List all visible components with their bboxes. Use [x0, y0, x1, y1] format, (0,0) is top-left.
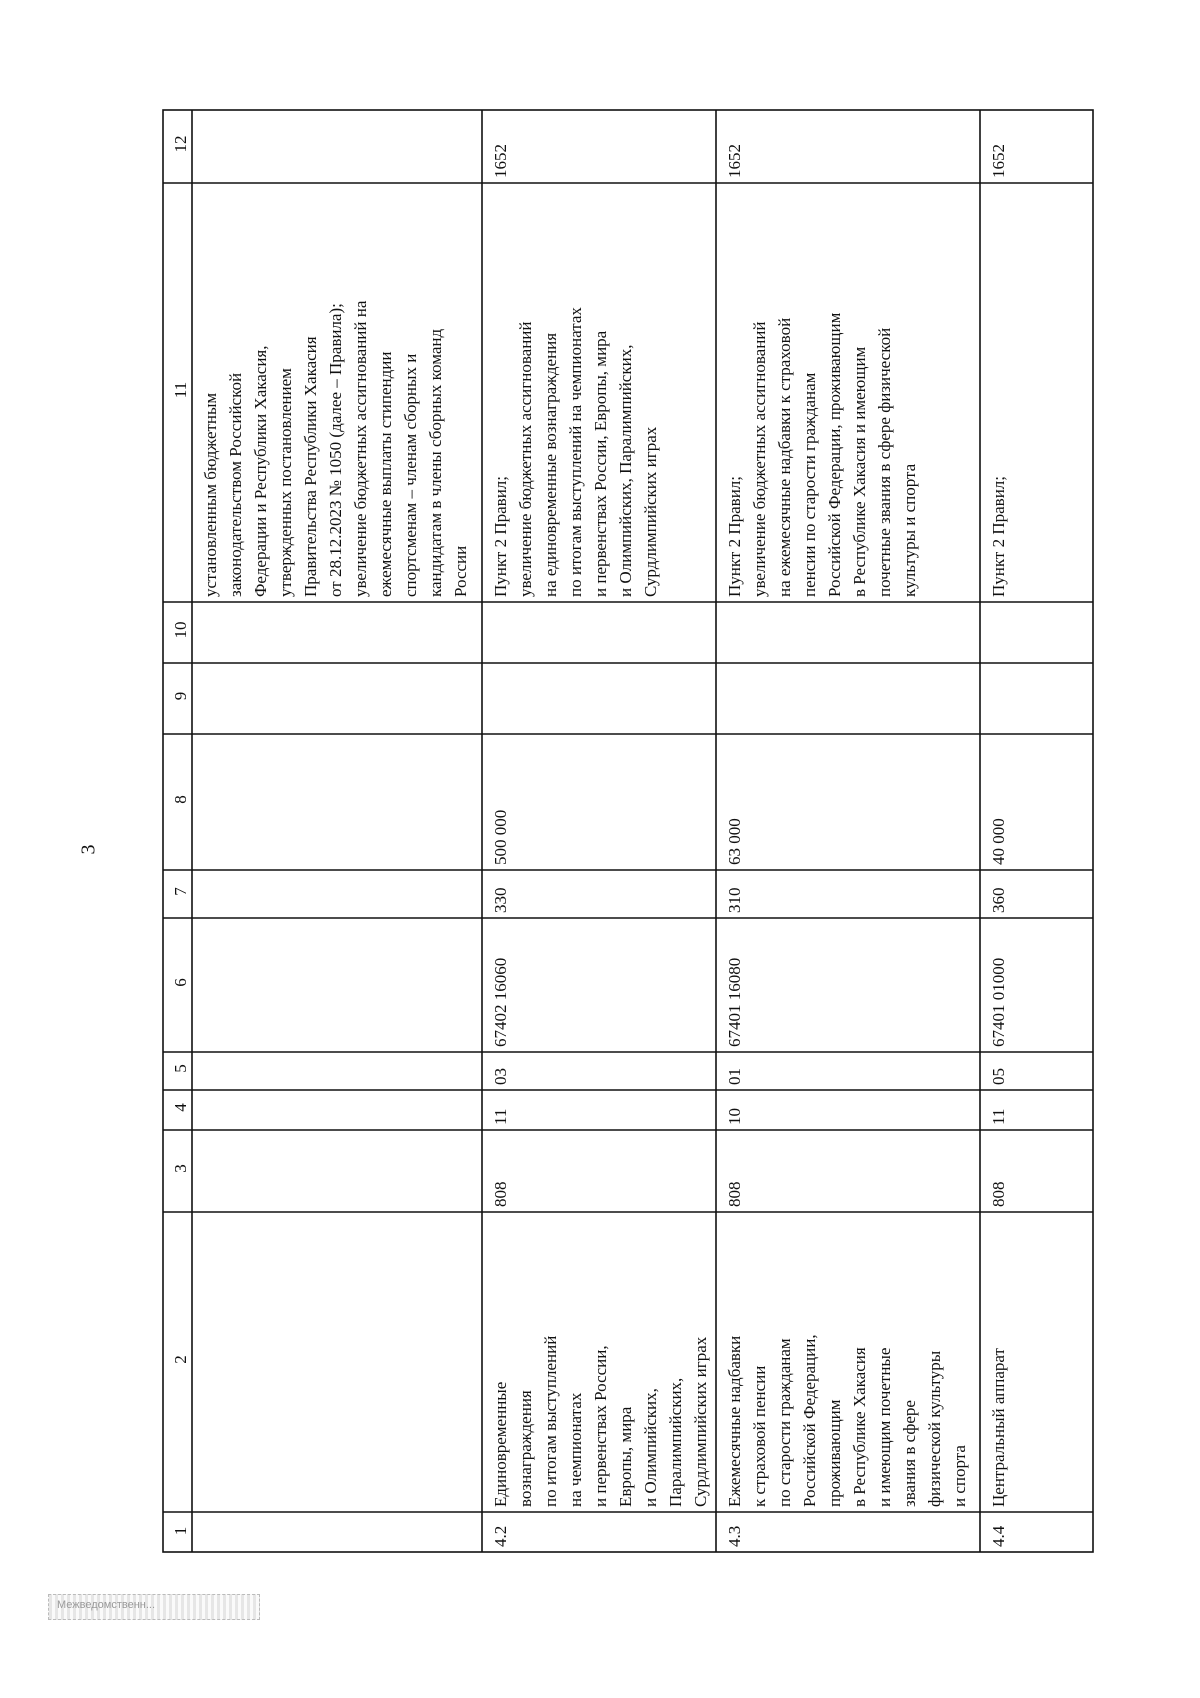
row-1-col-4: 11 [491, 1108, 510, 1125]
row-1-col-5: 03 [491, 1068, 510, 1085]
row-3-col-12: 1652 [989, 144, 1008, 178]
row-3-col-8: 40 000 [989, 818, 1008, 865]
row-3-col-1: 4.4 [989, 1525, 1008, 1547]
row-3-col-11: Пункт 2 Правил; [989, 476, 1008, 597]
header-col-10: 10 [171, 621, 190, 639]
header-col-12: 12 [171, 135, 190, 153]
row-3-col-4: 11 [989, 1108, 1008, 1125]
header-col-5: 5 [171, 1064, 190, 1073]
row-1-col-11: Пункт 2 Правил; увеличение бюджетных ассигнований на единовременные вознаграждения по итогам выступлений на чемпионатах и первенствах России, Европы, мира и Олимпийских, Паралимпийских, Сурдлимпийских играх [491, 307, 660, 597]
header-col-2: 2 [171, 1355, 190, 1364]
row-3-col-7: 360 [989, 887, 1008, 913]
row-3-col-5: 05 [989, 1068, 1008, 1085]
row-1-col-12: 1652 [491, 144, 510, 178]
row-2-col-1: 4.3 [725, 1525, 744, 1547]
row-1-col-1: 4.2 [491, 1525, 510, 1547]
header-col-7: 7 [171, 887, 190, 896]
header-col-1: 1 [171, 1526, 190, 1536]
row-3-col-3: 808 [989, 1181, 1008, 1207]
row-2-col-12: 1652 [725, 144, 744, 178]
row-2-col-2: Ежемесячные надбавки к страховой пенсии по старости гражданам Российской Федерации, проживающим в Республике Хакасия и имеющим почетные звания в сфере физической культуры и спорта [725, 1334, 969, 1507]
row-1-col-7: 330 [491, 887, 510, 913]
row-1-col-2: Единовременные вознаграждения по итогам выступлений на чемпионатах и первенствах России, Европы, мира и Олимпийских, Паралимпийских, Сурдлимпийских играх [491, 1335, 710, 1507]
row-2-col-3: 808 [725, 1181, 744, 1207]
header-col-9: 9 [171, 691, 190, 701]
row-1-col-6: 67402 16060 [491, 957, 510, 1047]
row-2-col-7: 310 [725, 887, 744, 913]
header-col-6: 6 [171, 978, 190, 987]
row-1-col-3: 808 [491, 1181, 510, 1207]
row-2-col-8: 63 000 [725, 818, 744, 865]
row-0-col-11: установленным бюджетным законодательством Российской Федерации и Республики Хакасия, утвержденных постановлением Правительства Республики Хакасия от 28.12.2023 № 1050 (далее – Правила); увеличение бюджетных ассигнований на ежемесячные выплаты стипендии спортсменам – членам сборных и кандидатам в члены сборных команд России [201, 300, 470, 597]
header-col-4: 4 [171, 1103, 190, 1112]
row-3-col-6: 67401 01000 [989, 957, 1008, 1047]
header-col-11: 11 [171, 381, 190, 399]
row-3-col-2: Центральный аппарат [989, 1348, 1008, 1507]
stamp-text: Межведомственн... [57, 1599, 156, 1611]
row-2-col-4: 10 [725, 1108, 744, 1125]
row-1-col-8: 500 000 [491, 809, 510, 865]
header-col-8: 8 [171, 795, 190, 804]
header-col-3: 3 [171, 1164, 190, 1173]
row-2-col-11: Пункт 2 Правил; увеличение бюджетных ассигнований на ежемесячные надбавки к страховой пенсии по старости гражданам Российской Федерации, проживающим в Республике Хакасия и имеющим почетные звания в сфере физической культуры и спорта [725, 312, 919, 597]
row-2-col-6: 67401 16080 [725, 957, 744, 1047]
page-number: 3 [77, 844, 100, 855]
row-2-col-5: 01 [725, 1068, 744, 1085]
